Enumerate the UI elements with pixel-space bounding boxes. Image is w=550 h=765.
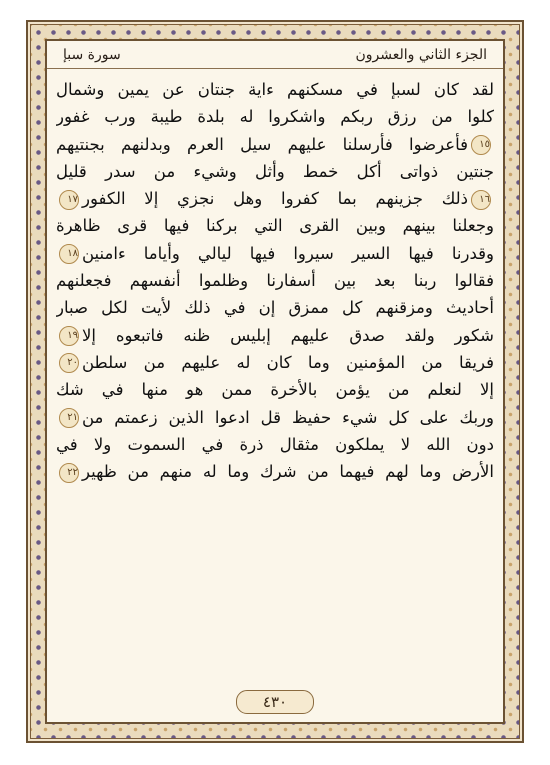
verse-text: ذلك جزينهم بما كفروا وهل نجزي إلا الكفور (82, 189, 468, 209)
page-number: ٤٣٠ (262, 693, 288, 711)
text-line (56, 131, 494, 158)
verse-text: دون الله لا يملكون مثقال ذرة في السموت ولا في (56, 434, 494, 454)
text-line (56, 240, 494, 267)
ayah-number-marker: ١٥ (471, 135, 491, 155)
text-line (56, 322, 494, 349)
quran-text (56, 76, 494, 678)
verse-text: شكور ولقد صدق عليهم إبليس ظنه فاتبعوه إلا (82, 325, 494, 345)
text-line (56, 185, 494, 212)
verse-text: وجعلنا بينهم وبين القرى التي بركنا فيها قرى ظاهرة (56, 216, 494, 236)
ayah-number-marker: ٢١ (59, 408, 79, 428)
text-line (56, 404, 494, 431)
text-line (56, 267, 494, 294)
ayah-number-marker: ١٦ (471, 190, 491, 210)
page-number-badge (236, 690, 314, 714)
verse-text: الأرض وما لهم فيهما من شرك وما له منهم من ظهير (82, 462, 494, 482)
text-line (56, 458, 494, 485)
text-line (56, 103, 494, 130)
text-line (56, 294, 494, 321)
verse-text: أحاديث ومزقنهم كل ممزق إن في ذلك لأيت لكل صبار (56, 298, 494, 318)
verse-text: وربك على كل شيء حفيظ قل ادعوا الذين زعمتم من (82, 407, 494, 427)
text-line (56, 212, 494, 239)
ayah-number-marker: ١٨ (59, 244, 79, 264)
verse-text: فريقا من المؤمنين وما كان له عليهم من سلطن (82, 352, 494, 372)
page-header (47, 41, 503, 69)
ayah-number-marker: ٢٠ (59, 353, 79, 373)
verse-text: إلا لنعلم من يؤمن بالأخرة ممن هو منها في شك (56, 380, 494, 400)
verse-text: جنتين ذواتى أكل خمط وأثل وشيء من سدر قليل (56, 161, 494, 181)
text-line (56, 76, 494, 103)
ayah-number-marker: ٢٢ (59, 463, 79, 483)
text-line (56, 349, 494, 376)
verse-text: لقد كان لسبإ في مسكنهم ءاية جنتان عن يمين وشمال (56, 80, 494, 99)
text-line (56, 431, 494, 458)
verse-text: فأعرضوا فأرسلنا عليهم سيل العرم وبدلنهم بجنتيهم (56, 134, 468, 154)
verse-text: فقالوا ربنا بعد بين أسفارنا وظلموا أنفسهم فجعلنهم (56, 271, 494, 291)
ayah-number-marker: ١٩ (59, 326, 79, 346)
ayah-number-marker: ١٧ (59, 190, 79, 210)
page-footer (47, 682, 503, 720)
verse-text: كلوا من رزق ربكم واشكروا له بلدة طيبة ورب غفور (56, 107, 494, 127)
surah-name: سورة سبإ (63, 46, 121, 63)
text-line (56, 376, 494, 403)
text-line (56, 158, 494, 185)
verse-text: وقدرنا فيها السير سيروا فيها ليالي وأياما ءامنين (82, 243, 494, 263)
juz-name: الجزء الثاني والعشرون (355, 46, 487, 63)
